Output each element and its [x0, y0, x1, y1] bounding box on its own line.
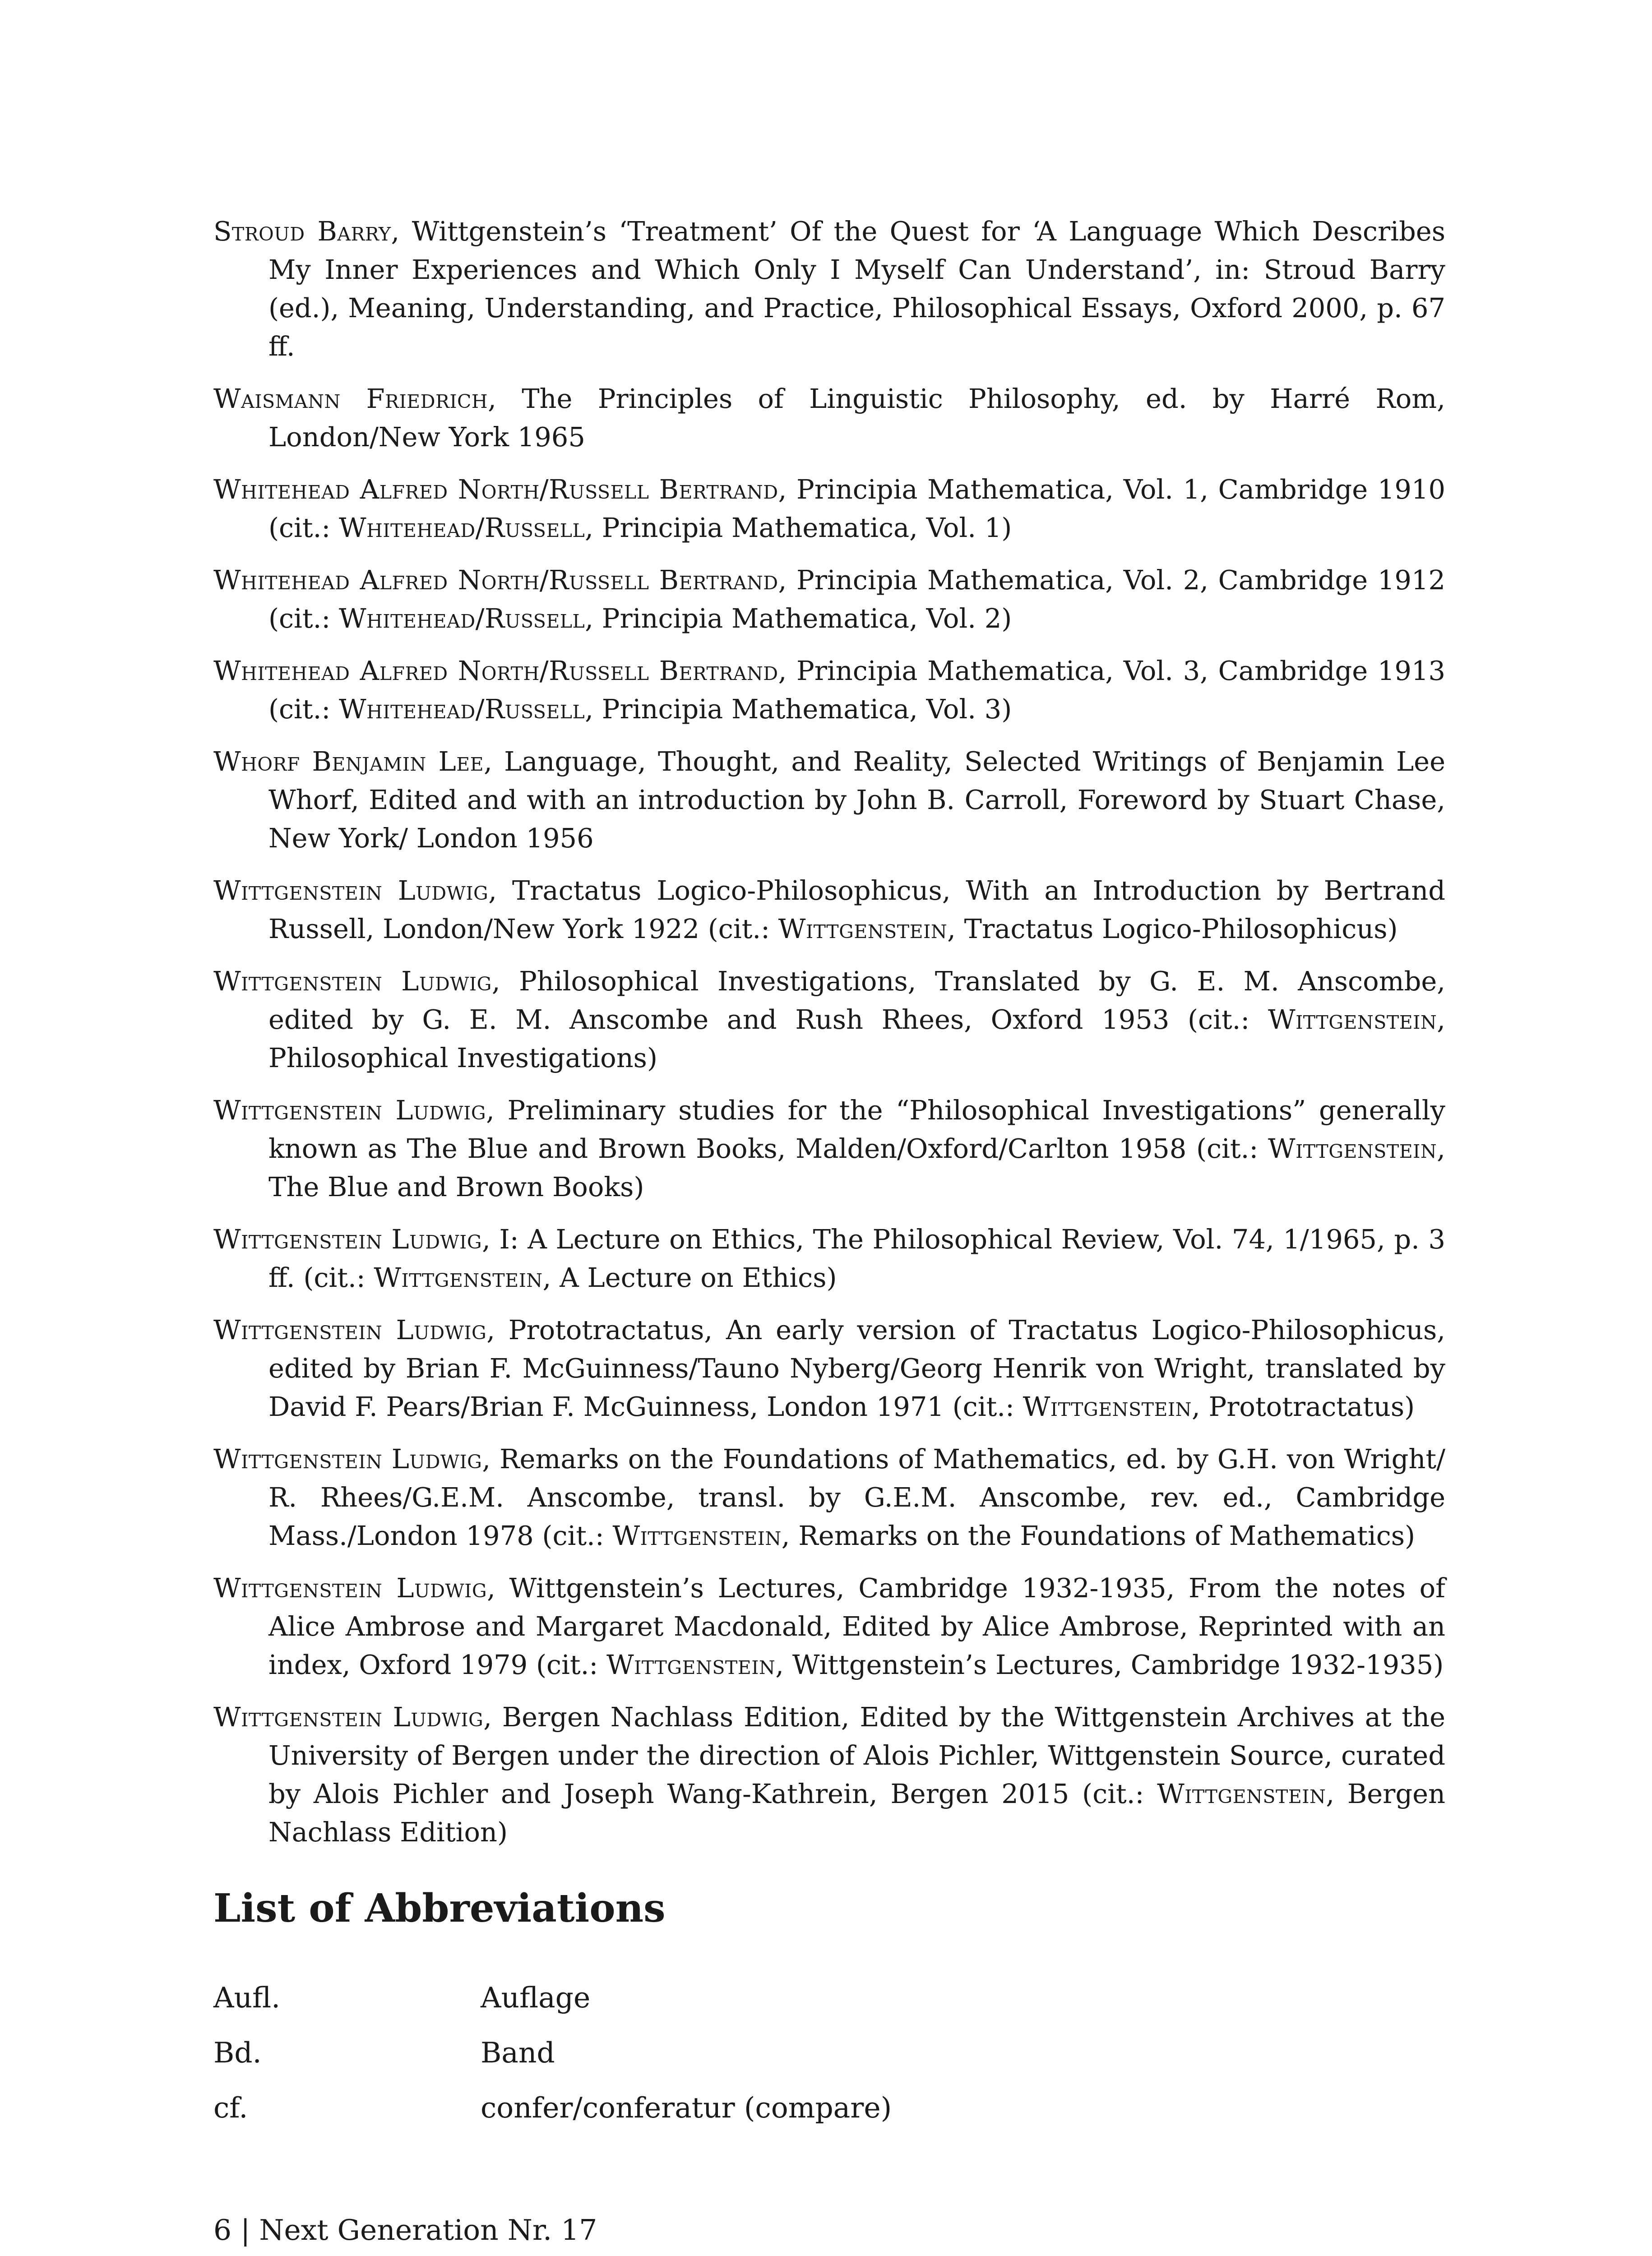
entry-citation: Preliminary studies for the “Philosophical Investigations” generally known as The Blue and Brown Books, Malden/Oxford/Carlton 1958 (cit.:	[268, 1095, 1445, 1164]
entry-cit-title: Remarks on the Foundations of Mathematics)	[798, 1520, 1416, 1551]
entry-author: Wittgenstein Ludwig	[213, 966, 492, 997]
page-footer: 6 | Next Generation Nr. 17	[213, 2214, 597, 2247]
entry-citation: Wittgenstein’s Lectures, Cambridge 1932-1935, From the notes of Alice Ambrose and Margaret Macdonald, Edited by Alice Ambrose, Reprinted with an index, Oxford 1979 (cit.:	[268, 1572, 1445, 1680]
entry-author: Waismann Friedrich	[213, 383, 488, 414]
bibliography-entry: Stroud Barry, Wittgenstein’s ‘Treatment’ Of the Quest for ‘A Language Which Describes My Inner Experiences and Which Only I Myself Can Understand’, in: Stroud Barry (ed.), Meaning, Understanding, and Practice, Philosophical Essays, Oxford 2000, p. 67 ff.	[213, 216, 1445, 362]
entry-author: Wittgenstein Ludwig	[213, 1572, 487, 1604]
entry-citation: Tractatus Logico-Philosophicus, With an Introduction by Bertrand Russell, London/New York 1922 (cit.:	[268, 875, 1446, 944]
bibliography-entry: Whitehead Alfred North/Russell Bertrand, Principia Mathematica, Vol. 3, Cambridge 1913 (cit.: Whitehead/Russell, Principia Mathematica, Vol. 3)	[213, 655, 1445, 725]
entry-cit-author: Whitehead/Russell	[339, 603, 585, 634]
bibliography-entry: Wittgenstein Ludwig, Tractatus Logico-Philosophicus, With an Introduction by Bertrand Russell, London/New York 1922 (cit.: Wittgenstein, Tractatus Logico-Philosophicus)	[213, 875, 1446, 944]
bibliography-entry: Wittgenstein Ludwig, Philosophical Investigations, Translated by G. E. M. Anscombe, edited by G. E. M. Anscombe and Rush Rhees, Oxford 1953 (cit.: Wittgenstein, Philosophical Investigations)	[213, 966, 1446, 1073]
entry-author: Whitehead Alfred North/Russell Bertrand	[213, 564, 778, 596]
abbreviation-row	[213, 1979, 1445, 2034]
entry-citation: The Principles of Linguistic Philosophy, ed. by Harré Rom, London/New York 1965	[268, 383, 1446, 453]
abbreviation-term: Bd.	[213, 2036, 262, 2069]
entry-cit-title: A Lecture on Ethics)	[560, 1262, 837, 1293]
entry-cit-title: Principia Mathematica, Vol. 3)	[602, 693, 1012, 725]
entry-cit-author: Whitehead/Russell	[339, 693, 585, 725]
abbreviation-meaning: Auflage	[481, 1981, 591, 2014]
entry-cit-author: Wittgenstein	[606, 1649, 776, 1680]
entry-citation: Principia Mathematica, Vol. 1, Cambridge 1910 (cit.:	[268, 474, 1445, 543]
entry-citation: Language, Thought, and Reality, Selected Writings of Benjamin Lee Whorf, Edited and with an introduction by John B. Carroll, Foreword by Stuart Chase, New York/ London 1956	[268, 746, 1445, 854]
entry-author: Wittgenstein Ludwig	[213, 1443, 482, 1475]
bibliography-entry: Waismann Friedrich, The Principles of Linguistic Philosophy, ed. by Harré Rom, London/New York 1965	[213, 383, 1446, 453]
entry-cit-author: Wittgenstein	[1268, 1004, 1437, 1035]
entry-cit-title: Tractatus Logico-Philosophicus)	[964, 913, 1398, 944]
abbreviation-meaning: Band	[481, 2036, 555, 2069]
entry-author: Wittgenstein Ludwig	[213, 1314, 487, 1345]
entry-cit-title: Prototractatus)	[1208, 1391, 1415, 1422]
entry-cit-title: Wittgenstein’s Lectures, Cambridge 1932-1935)	[792, 1649, 1444, 1680]
entry-cit-title: Bergen Nachlass Edition)	[268, 1778, 1446, 1848]
abbreviations-list	[213, 1979, 1445, 2144]
entry-citation: I: A Lecture on Ethics, The Philosophical Review, Vol. 74, 1/1965, p. 3 ff. (cit.:	[268, 1224, 1446, 1293]
abbreviation-term: Aufl.	[213, 1981, 281, 2014]
bibliography-entry: Wittgenstein Ludwig, Remarks on the Foundations of Mathematics, ed. by G.H. von Wright/ R. Rhees/G.E.M. Anscombe, transl. by G.E.M. Anscombe, rev. ed., Cambridge Mass./London 1978 (cit.: Wittgenstein, Remarks on the Foundations of Mathematics)	[213, 1443, 1446, 1551]
bibliography-entry: Wittgenstein Ludwig, I: A Lecture on Ethics, The Philosophical Review, Vol. 74, 1/1965, p. 3 ff. (cit.: Wittgenstein, A Lecture on Ethics)	[213, 1224, 1446, 1293]
abbreviations-heading: List of Abbreviations	[213, 1886, 666, 1931]
entry-cit-author: Wittgenstein	[1268, 1133, 1437, 1164]
bibliography-entry: Wittgenstein Ludwig, Prototractatus, An early version of Tractatus Logico-Philosophicus, edited by Brian F. McGuinness/Tauno Nyberg/Georg Henrik von Wright, translated by David F. Pears/Brian F. McGuinness, London 1971 (cit.: Wittgenstein, Prototractatus)	[213, 1314, 1446, 1422]
entry-author: Wittgenstein Ludwig	[213, 1095, 486, 1126]
bibliography-entry: Whitehead Alfred North/Russell Bertrand, Principia Mathematica, Vol. 1, Cambridge 1910 (cit.: Whitehead/Russell, Principia Mathematica, Vol. 1)	[213, 474, 1445, 543]
entry-citation: Remarks on the Foundations of Mathematics, ed. by G.H. von Wright/ R. Rhees/G.E.M. Anscombe, transl. by G.E.M. Anscombe, rev. ed., Cambridge Mass./London 1978 (cit.:	[268, 1443, 1446, 1551]
entry-author: Whitehead Alfred North/Russell Bertrand	[213, 474, 778, 505]
entry-citation: Bergen Nachlass Edition, Edited by the Wittgenstein Archives at the University of Bergen under the direction of Alois Pichler, Wittgenstein Source, curated by Alois Pichler and Joseph Wang-Kathrein, Bergen 2015 (cit.:	[268, 1701, 1445, 1809]
entry-author: Wittgenstein Ludwig	[213, 1224, 482, 1255]
entry-author: Whitehead Alfred North/Russell Bertrand	[213, 655, 778, 686]
entry-cit-author: Wittgenstein	[612, 1520, 782, 1551]
entry-citation: Principia Mathematica, Vol. 2, Cambridge 1912 (cit.:	[268, 564, 1445, 634]
abbreviation-meaning: confer/conferatur (compare)	[481, 2091, 892, 2124]
entry-citation: Wittgenstein’s ‘Treatment’ Of the Quest for ‘A Language Which Describes My Inner Experiences and Which Only I Myself Can Understand’, in: Stroud Barry (ed.), Meaning, Understanding, and Practice, Philosophical Essays, Oxford 2000, p. 67 ff.	[268, 216, 1445, 362]
entry-citation: Philosophical Investigations, Translated by G. E. M. Anscombe, edited by G. E. M. Anscombe and Rush Rhees, Oxford 1953 (cit.:	[268, 966, 1446, 1035]
entry-cit-author: Whitehead/Russell	[339, 512, 585, 543]
bibliography-entry: Wittgenstein Ludwig, Preliminary studies for the “Philosophical Investigations” generally known as The Blue and Brown Books, Malden/Oxford/Carlton 1958 (cit.: Wittgenstein, The Blue and Brown Books)	[213, 1095, 1445, 1202]
entry-author: Wittgenstein Ludwig	[213, 875, 489, 906]
entry-cit-title: Principia Mathematica, Vol. 1)	[602, 512, 1012, 543]
bibliography-list	[213, 212, 1445, 1865]
entry-cit-author: Wittgenstein	[778, 913, 948, 944]
entry-cit-title: The Blue and Brown Books)	[268, 1171, 644, 1202]
entry-author: Whorf Benjamin Lee	[213, 746, 484, 777]
abbreviation-row	[213, 2034, 1445, 2089]
bibliography-entry: Wittgenstein Ludwig, Bergen Nachlass Edition, Edited by the Wittgenstein Archives at the University of Bergen under the direction of Alois Pichler, Wittgenstein Source, curated by Alois Pichler and Joseph Wang-Kathrein, Bergen 2015 (cit.: Wittgenstein, Bergen Nachlass Edition)	[213, 1701, 1446, 1848]
entry-author: Stroud Barry	[213, 216, 391, 247]
bibliography-entry: Wittgenstein Ludwig, Wittgenstein’s Lectures, Cambridge 1932-1935, From the notes of Alice Ambrose and Margaret Macdonald, Edited by Alice Ambrose, Reprinted with an index, Oxford 1979 (cit.: Wittgenstein, Wittgenstein’s Lectures, Cambridge 1932-1935)	[213, 1572, 1445, 1680]
entry-cit-title: Philosophical Investigations)	[268, 1042, 657, 1073]
abbreviation-term: cf.	[213, 2091, 248, 2124]
entry-citation: Prototractatus, An early version of Tractatus Logico-Philosophicus, edited by Brian F. McGuinness/Tauno Nyberg/Georg Henrik von Wright, translated by David F. Pears/Brian F. McGuinness, London 1971 (cit.:	[268, 1314, 1446, 1422]
entry-cit-author: Wittgenstein	[1023, 1391, 1192, 1422]
abbreviation-row	[213, 2089, 1445, 2144]
entry-cit-title: Principia Mathematica, Vol. 2)	[602, 603, 1012, 634]
entry-cit-author: Wittgenstein	[1157, 1778, 1326, 1809]
entry-author: Wittgenstein Ludwig	[213, 1701, 484, 1733]
entry-citation: Principia Mathematica, Vol. 3, Cambridge 1913 (cit.:	[268, 655, 1445, 725]
entry-cit-author: Wittgenstein	[374, 1262, 543, 1293]
bibliography-entry: Whorf Benjamin Lee, Language, Thought, and Reality, Selected Writings of Benjamin Lee Whorf, Edited and with an introduction by John B. Carroll, Foreword by Stuart Chase, New York/ London 1956	[213, 746, 1445, 854]
bibliography-entry: Whitehead Alfred North/Russell Bertrand, Principia Mathematica, Vol. 2, Cambridge 1912 (cit.: Whitehead/Russell, Principia Mathematica, Vol. 2)	[213, 564, 1445, 634]
